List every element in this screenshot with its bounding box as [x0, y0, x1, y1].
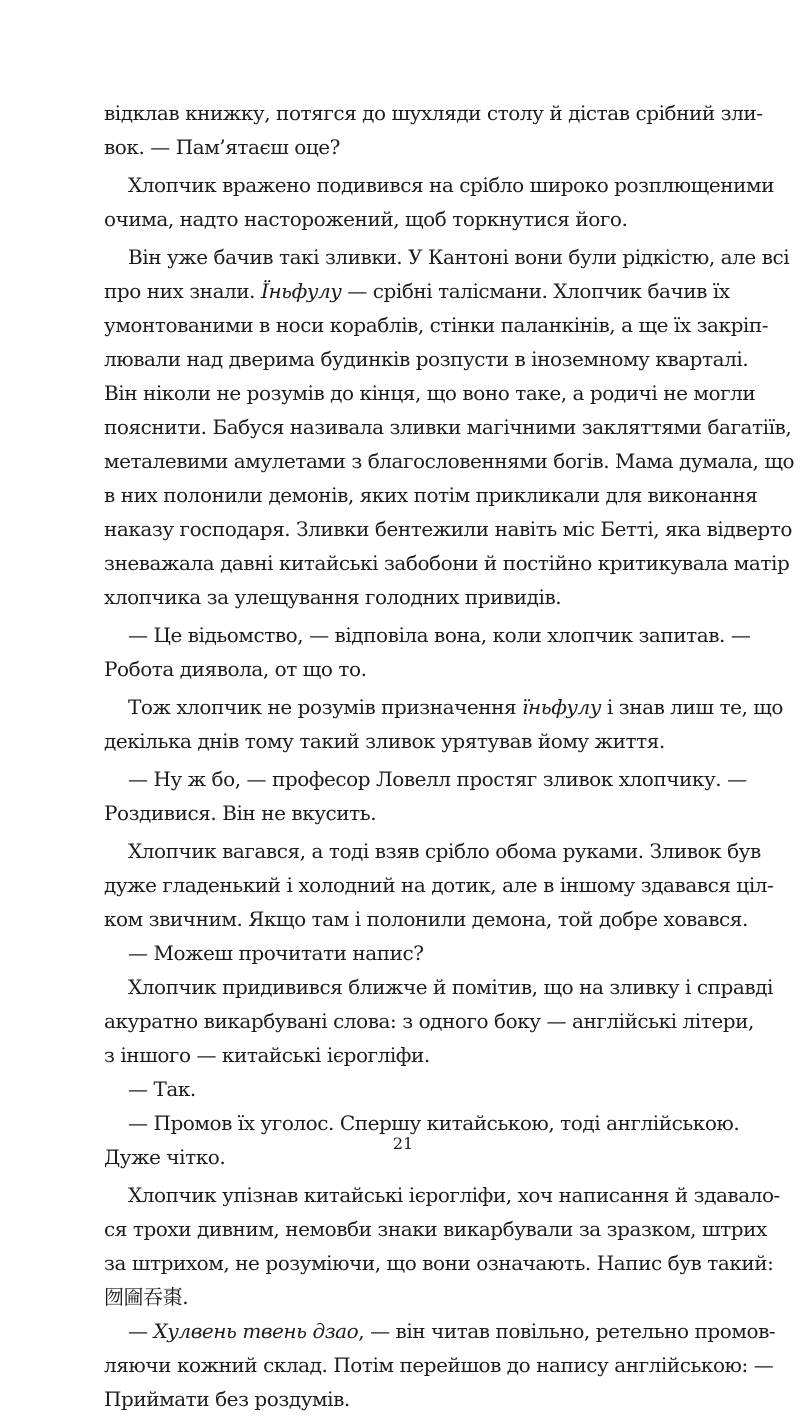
text-line: з іншого — китайські ієрогліфи. — [104, 1043, 430, 1067]
text-line: Робота диявола, от що то. — [104, 657, 367, 681]
text-line: — Хулвень твень дзао, — він читав повільно, ретельно промов- — [128, 1319, 776, 1343]
text-line: в них полонили демонів, яких потім прикликали для виконання — [104, 483, 758, 507]
text-line: Тож хлопчик не розумів призначення їньфулу і знав лиш те, що — [128, 695, 784, 719]
italic-term: їньфулу — [522, 695, 601, 719]
page-number: 21 — [392, 1134, 414, 1153]
text-line: Хлопчик вражено подивився на срібло широко розплющеними — [128, 173, 774, 197]
text-line: акуратно викарбувані слова: з одного боку — англійські літери, — [104, 1009, 754, 1033]
text-line: 囫圇吞棗. — [104, 1285, 189, 1309]
text-line: очима, надто насторожений, щоб торкнутися його. — [104, 207, 628, 231]
text-line: ком звичним. Якщо там і полонили демона, той добре ховався. — [104, 907, 748, 931]
text-line: лювали над дверима будинків розпусти в іноземному кварталі. — [104, 347, 749, 371]
text-line: зневажала давні китайські забобони й постійно критикувала матір — [104, 551, 790, 575]
text-line: дуже гладенький і холодний на дотик, але в іншому здавався ціл- — [104, 873, 774, 897]
text-line: — Це відьомство, — відповіла вона, коли хлопчик запитав. — — [128, 623, 751, 647]
text-line: — Ну ж бо, — професор Ловелл простяг зливок хлопчику. — — [128, 767, 747, 791]
text-line: Він уже бачив такі зливки. У Кантоні вони були рідкістю, але всі — [128, 245, 790, 269]
text-line: Він ніколи не розумів до кінця, що воно таке, а родичі не могли — [104, 381, 756, 405]
italic-term: Їньфулу — [261, 279, 342, 303]
italic-term: Хулвень твень дзао — [153, 1319, 359, 1343]
text-line: за штрихом, не розуміючи, що вони означають. Напис був такий: — [104, 1251, 774, 1275]
text-line: наказу господаря. Зливки бентежили навіть міс Бетті, яка відверто — [104, 517, 792, 541]
text-line: відклав книжку, потягся до шухляди столу й дістав срібний зли- — [104, 101, 763, 125]
text-line: Роздивися. Він не вкусить. — [104, 801, 377, 825]
text-line: хлопчика за улещування голодних привидів. — [104, 585, 562, 609]
text-line: умонтованими в носи кораблів, стінки паланкінів, а ще їх закріп- — [104, 313, 769, 337]
text-line: — Так. — [128, 1077, 196, 1101]
text-line: пояснити. Бабуся називала зливки магічними закляттями багатіїв, — [104, 415, 792, 439]
text-line: Хлопчик придивився ближче й помітив, що на зливку і справді — [128, 975, 773, 999]
text-line: декілька днів тому такий зливок урятував йому життя. — [104, 729, 665, 753]
text-line: Приймати без роздумів. — [104, 1387, 350, 1411]
text-line: ся трохи дивним, немовби знаки викарбували за зразком, штрих — [104, 1217, 767, 1241]
text-line: Хлопчик вагався, а тоді взяв срібло обома руками. Зливок був — [128, 839, 761, 863]
text-line: вок. — Пам’ятаєш оце? — [104, 135, 340, 159]
text-line: металевими амулетами з благословеннями богів. Мама думала, що — [104, 449, 795, 473]
text-line: — Можеш прочитати напис? — [128, 941, 424, 965]
text-line: ляючи кожний склад. Потім перейшов до напису англійською: — — [104, 1353, 774, 1377]
book-page-text — [104, 96, 795, 1416]
text-line: Дуже чітко. — [104, 1145, 226, 1169]
text-line: про них знали. Їньфулу — срібні талісмани. Хлопчик бачив їх — [104, 279, 730, 303]
text-line: Хлопчик упізнав китайські ієрогліфи, хоч написання й здавало- — [128, 1183, 780, 1207]
text-line: — Промов їх уголос. Спершу китайською, тоді англійською. — [128, 1111, 740, 1135]
